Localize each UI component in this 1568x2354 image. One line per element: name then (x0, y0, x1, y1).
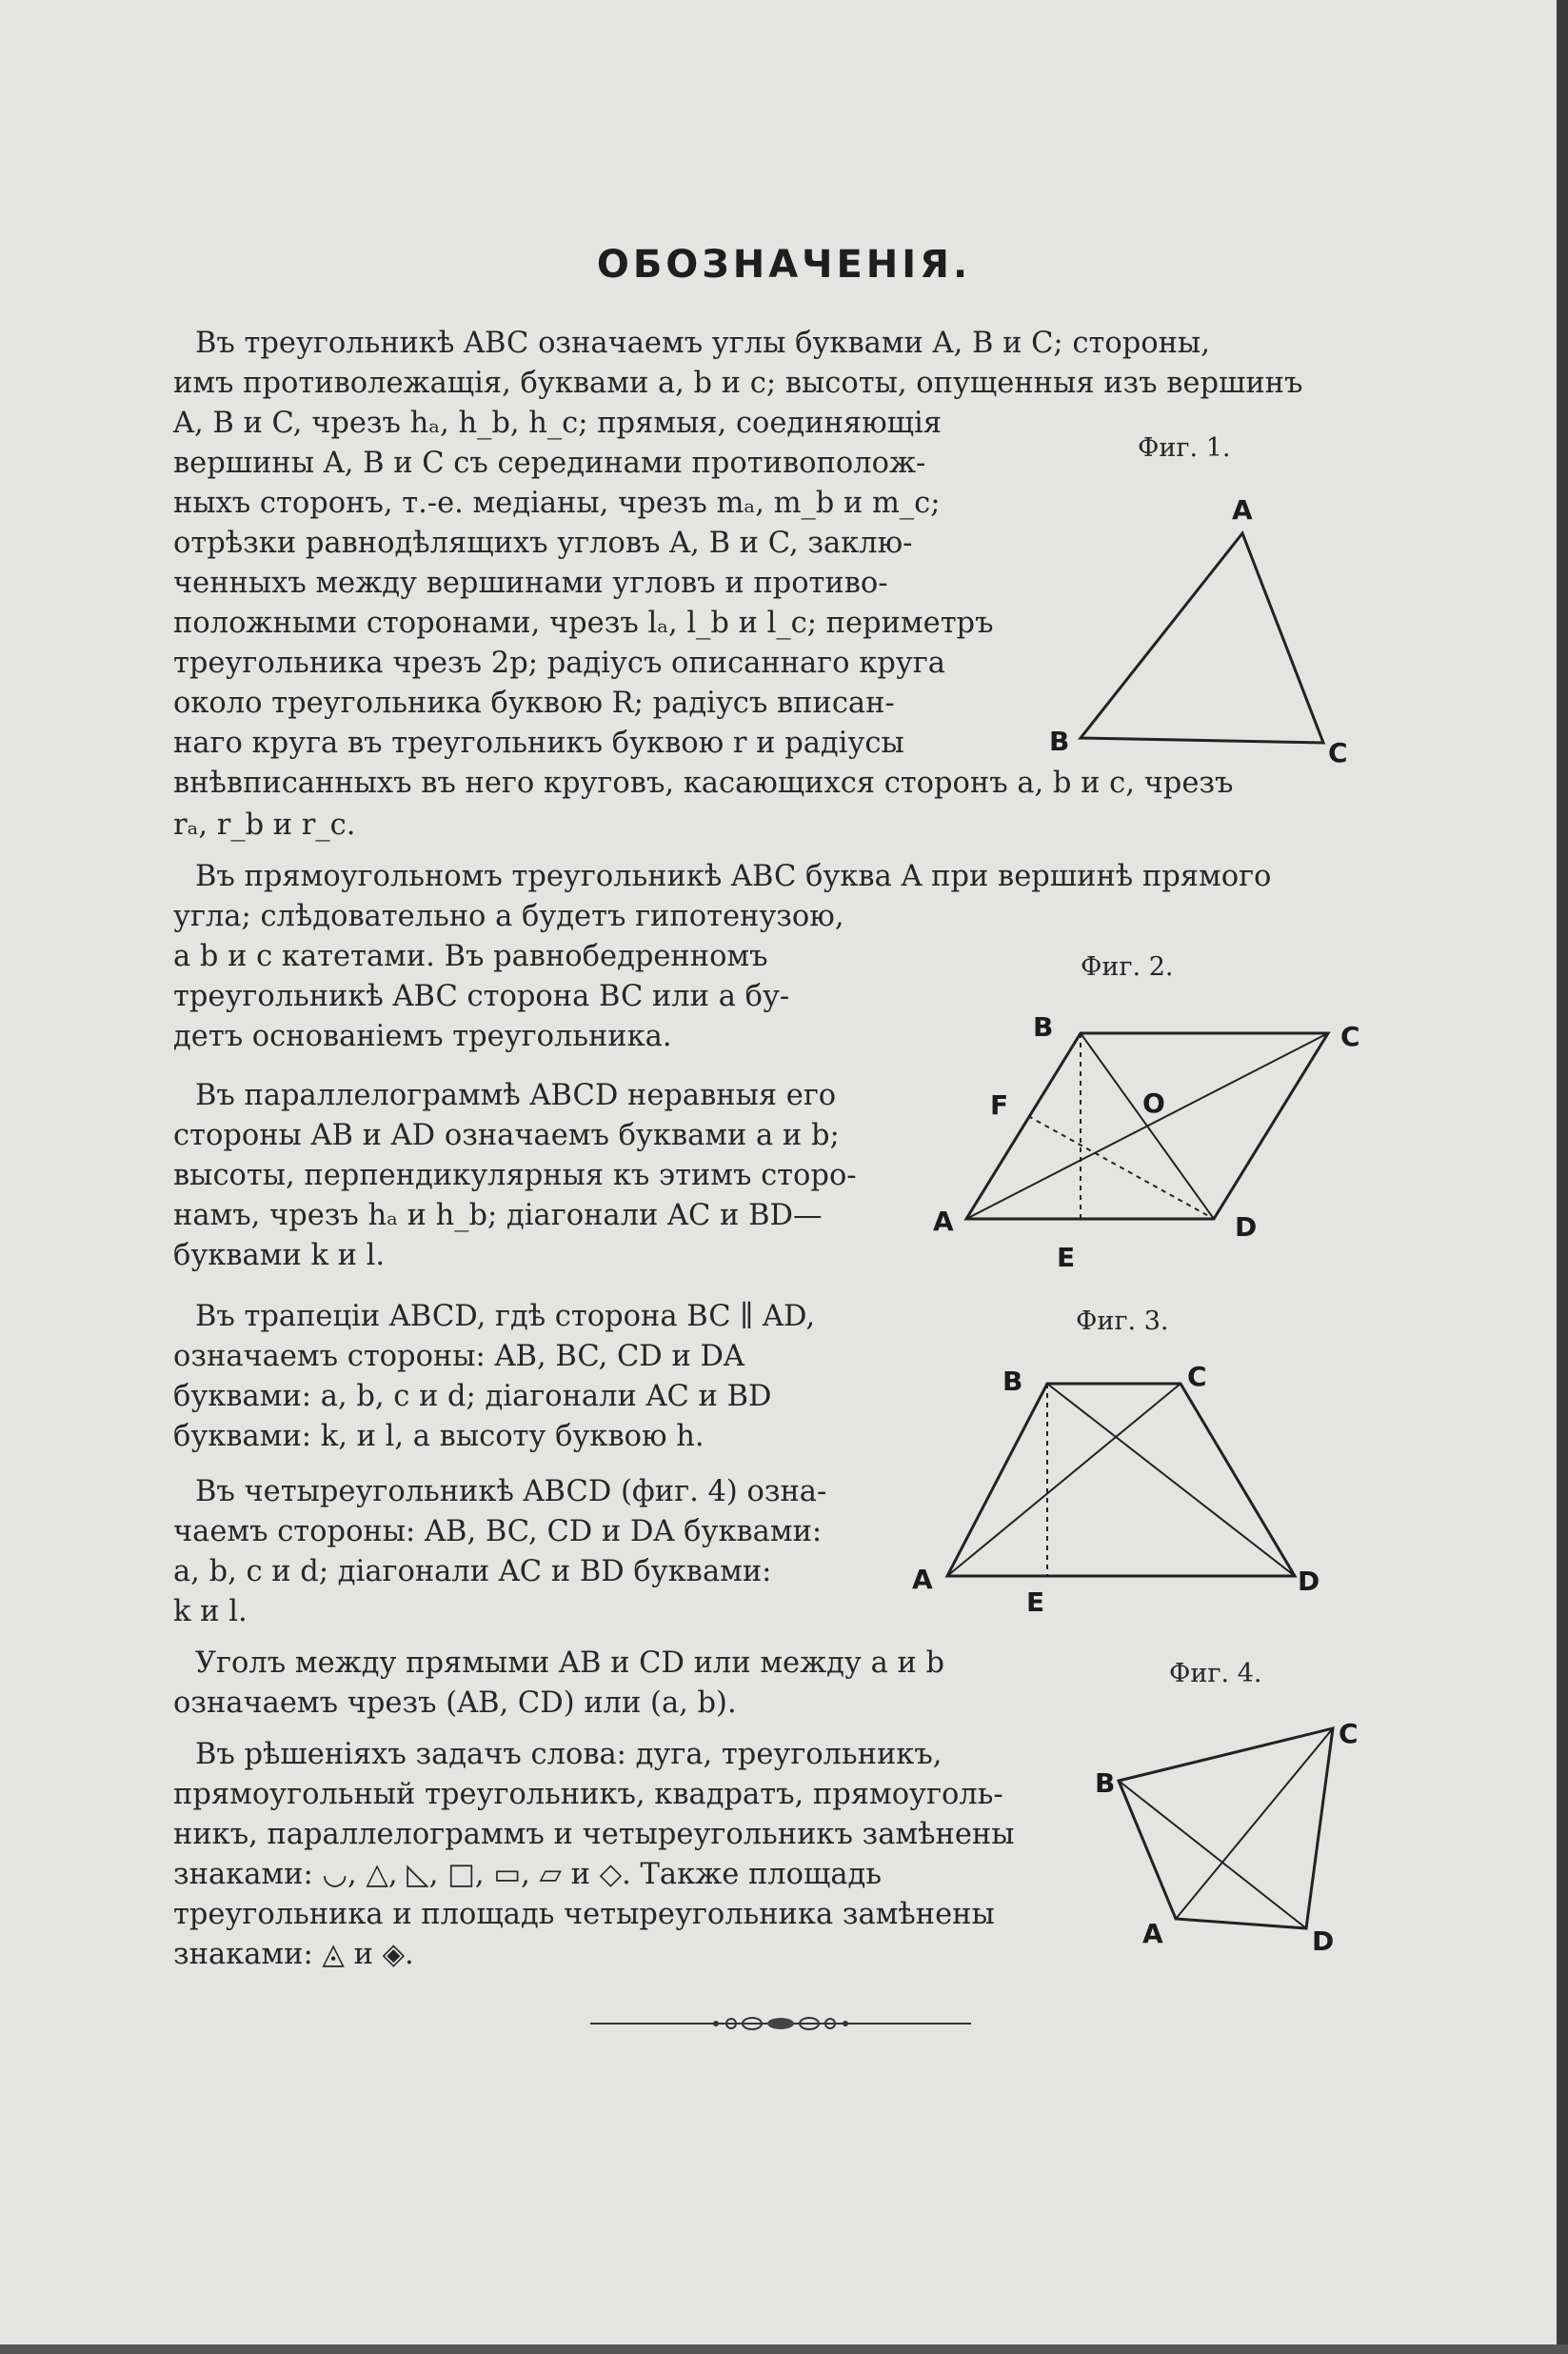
fig2-label-a: A (933, 1206, 954, 1237)
p2-line-4: треугольникѣ ABC сторона BC или a бу- (173, 980, 790, 1013)
diagonal-bd (1081, 1033, 1214, 1219)
fig3-label-c: C (1187, 1361, 1207, 1392)
triangle-abc (1081, 533, 1323, 743)
fig2-label-e: E (1057, 1242, 1076, 1273)
fig3-label-d: D (1298, 1566, 1320, 1597)
p2-line-3: a b и c катетами. Въ равнобедренномъ (173, 940, 768, 973)
p2-line-1: Въ прямоугольномъ треугольникѣ ABC буква A при вершинѣ прямого (195, 860, 1272, 893)
p1-line-4: вершины A, B и C съ серединами противополож- (173, 447, 926, 480)
figure-4-quadrilateral (1085, 1705, 1361, 1981)
p7-line-1: Въ рѣшеніяхъ задачъ слова: дуга, треугольникъ, (195, 1738, 943, 1771)
p1-line-1: Въ треугольникѣ ABC означаемъ углы буквами A, B и C; стороны, (195, 327, 1210, 360)
p1-line-12: внѣвписанныхъ въ него круговъ, касающихся сторонъ a, b и c, чрезъ (173, 767, 1234, 800)
fig1-label-a: A (1232, 494, 1253, 526)
fig4-label-d: D (1312, 1925, 1335, 1957)
p1-line-9: треугольника чрезъ 2p; радіусъ описаннаго круга (173, 647, 945, 680)
fig2-label-o: O (1142, 1087, 1165, 1119)
p5-line-1: Въ четыреугольникѣ ABCD (фиг. 4) озна- (195, 1475, 827, 1508)
fig1-label-c: C (1328, 737, 1348, 768)
trapezoid-abcd (947, 1384, 1295, 1576)
p1-line-5: ныхъ сторонъ, т.-е. медіаны, чрезъ mₐ, m_b и m_c; (173, 487, 941, 520)
p7-line-6: знаками: ◬ и ◈. (173, 1938, 414, 1971)
fig1-label-b: B (1049, 726, 1070, 757)
figure-2-caption: Фиг. 2. (1081, 952, 1174, 982)
fig2-label-f: F (990, 1089, 1009, 1121)
p4-line-3: буквами: a, b, c и d; діагонали AC и BD (173, 1380, 772, 1413)
figure-4-caption: Фиг. 4. (1169, 1659, 1262, 1688)
p1-line-10: около треугольника буквою R; радіусъ вписан- (173, 687, 895, 720)
p1-line-6: отрѣзки равнодѣлящихъ угловъ A, B и C, заклю- (173, 527, 913, 560)
page-bottom-shadow (0, 2344, 1568, 2354)
figure-3-caption: Фиг. 3. (1076, 1307, 1169, 1336)
diagonal-bd (1047, 1384, 1295, 1576)
p7-line-4: знаками: ◡, △, ◺, □, ▭, ▱ и ◇. Также площадь (173, 1858, 882, 1891)
p1-line-8: положными сторонами, чрезъ lₐ, l_b и l_c; периметръ (173, 607, 994, 640)
diagonal-bd (1119, 1781, 1306, 1928)
diagonal-ac (1176, 1728, 1333, 1919)
quadrilateral-abcd (1119, 1728, 1333, 1928)
fig3-label-e: E (1026, 1586, 1045, 1618)
p7-line-2: прямоугольный треугольникъ, квадратъ, прямоуголь- (173, 1778, 1003, 1811)
p7-line-5: треугольника и площадь четыреугольника замѣнены (173, 1898, 995, 1931)
p1-line-7: ченныхъ между вершинами угловъ и противо- (173, 567, 888, 600)
height-df (1028, 1116, 1214, 1219)
p6-line-1: Уголъ между прямыми AB и CD или между a и b (195, 1646, 944, 1680)
p1-line-11: наго круга въ треугольникъ буквою r и радіусы (173, 727, 904, 760)
p1-line-13: rₐ, r_b и r_c. (173, 808, 356, 842)
fig3-label-a: A (912, 1564, 933, 1595)
p5-line-3: a, b, c и d; діагонали AC и BD буквами: (173, 1555, 772, 1588)
figure-3-trapezoid (904, 1352, 1352, 1619)
p3-line-2: стороны AB и AD означаемъ буквами a и b; (173, 1119, 840, 1152)
fig4-label-a: A (1142, 1918, 1163, 1949)
page-title: ОБОЗНАЧЕНІЯ. (596, 243, 972, 287)
page-edge-shadow (1557, 0, 1568, 2354)
ornament-divider (590, 2009, 971, 2038)
fig2-label-b: B (1033, 1011, 1054, 1043)
p4-line-4: буквами: k, и l, а высоту буквою h. (173, 1420, 705, 1453)
diagonal-ac (947, 1384, 1181, 1576)
fig4-label-b: B (1095, 1767, 1116, 1799)
p2-line-5: детъ основаніемъ треугольника. (173, 1020, 672, 1053)
figure-2-parallelogram (914, 1000, 1371, 1286)
p2-line-2: угла; слѣдовательно a будетъ гипотенузою, (173, 900, 844, 933)
p1-line-2: имъ противолежащія, буквами a, b и c; высоты, опущенныя изъ вершинъ (173, 367, 1303, 400)
fig2-label-c: C (1340, 1021, 1360, 1052)
p3-line-4: намъ, чрезъ hₐ и h_b; діагонали AC и BD— (173, 1199, 823, 1232)
p7-line-3: никъ, параллелограммъ и четыреугольникъ замѣнены (173, 1818, 1015, 1851)
p4-line-2: означаемъ стороны: AB, BC, CD и DA (173, 1340, 744, 1373)
fig3-label-b: B (1002, 1366, 1023, 1397)
figure-1-triangle (1038, 486, 1390, 771)
fig2-label-d: D (1235, 1211, 1258, 1243)
p5-line-4: k и l. (173, 1595, 248, 1628)
p3-line-1: Въ параллелограммѣ ABCD неравныя его (195, 1079, 837, 1112)
p3-line-5: буквами k и l. (173, 1239, 386, 1272)
figure-1-caption: Фиг. 1. (1138, 433, 1231, 463)
p1-line-3: A, B и C, чрезъ hₐ, h_b, h_c; прямыя, соединяющія (173, 407, 943, 440)
p3-line-3: высоты, перпендикулярныя къ этимъ сторо- (173, 1159, 857, 1192)
p4-line-1: Въ трапеціи ABCD, гдѣ сторона BC ∥ AD, (195, 1300, 816, 1333)
fig4-label-c: C (1339, 1718, 1359, 1749)
p5-line-2: чаемъ стороны: AB, BC, CD и DA буквами: (173, 1515, 823, 1548)
p6-line-2: означаемъ чрезъ (AB, CD) или (a, b). (173, 1686, 737, 1720)
